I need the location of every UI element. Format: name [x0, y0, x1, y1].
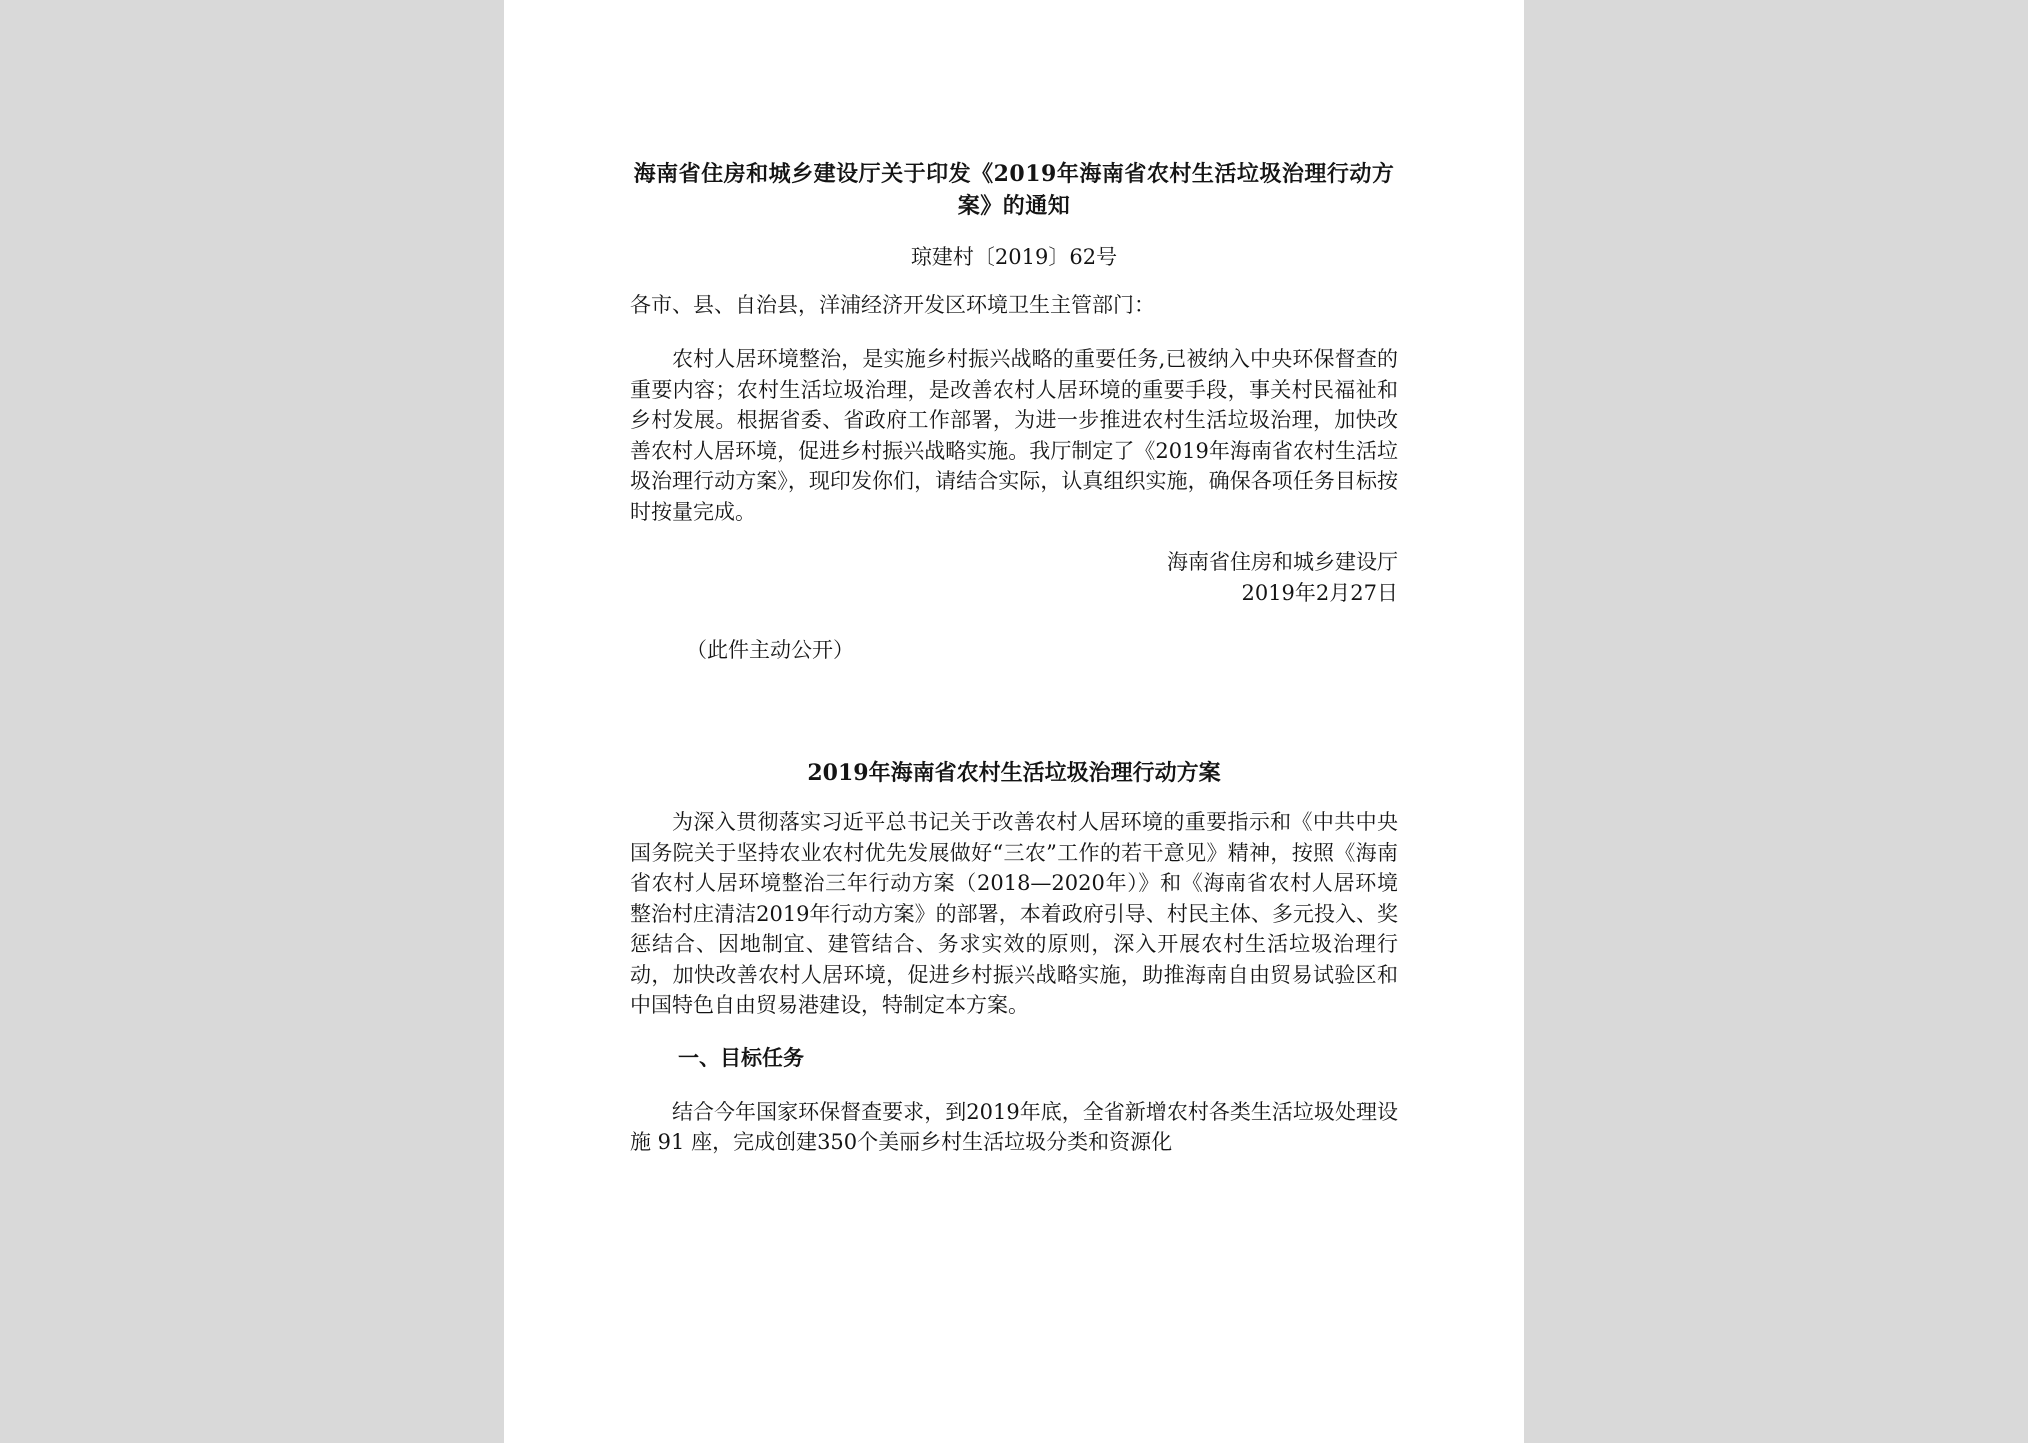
section-heading-targets: 一、目标任务 [678, 1044, 804, 1070]
plan-title: 2019年海南省农村生活垃圾治理行动方案 [807, 760, 1221, 786]
issue-date: 2019年2月27日 [1241, 581, 1398, 605]
intro-paragraph: 农村人居环境整治，是实施乡村振兴战略的重要任务,已被纳入中央环保督查的重要内容；农村生活垃圾治理，是改善农村人居环境的重要手段，事关村民福祉和乡村发展。根据省委、省政府工作部署，为进一步推进农村生活垃圾治理，加快改善农村人居环境，促进乡村振兴战略实施。我厅制定了《2019年海南省农村生活垃圾治理行动方案》，现印发你们，请结合实际，认真组织实施，确保各项任务目标按时按量完成。 [630, 347, 1398, 524]
section-targets-paragraph: 结合今年国家环保督查要求，到2019年底，全省新增农村各类生活垃圾处理设施 91 座，完成创建350个美丽乡村生活垃圾分类和资源化 [630, 1099, 1398, 1154]
document-page [504, 0, 1524, 1443]
recipient-line: 各市、县、自治县，洋浦经济开发区环境卫生主管部门： [630, 293, 1155, 317]
notice-title: 海南省住房和城乡建设厅关于印发《2019年海南省农村生活垃圾治理行动方案》的通知 [633, 161, 1395, 219]
signature-block [630, 547, 1398, 609]
document-number: 琼建村〔2019〕62号 [910, 245, 1118, 269]
plan-intro-paragraph: 为深入贯彻落实习近平总书记关于改善农村人居环境的重要指示和《中共中央 国务院关于坚持农业农村优先发展做好“三农”工作的若干意见》精神，按照《海南省农村人居环境整治三年行动方案（2018—2020年）》和《海南省农村人居环境整治村庄清洁2019年行动方案》的部署，本着政府引导、村民主体、多元投入、奖惩结合、因地制宜、建管结合、务求实效的原则，深入开展农村生活垃圾治理行动，加快改善农村人居环境，促进乡村振兴战略实施，助推海南自由贸易试验区和中国特色自由贸易港建设，特制定本方案。 [630, 810, 1398, 1017]
issuer-name: 海南省住房和城乡建设厅 [1167, 550, 1398, 574]
public-disclosure-note: （此件主动公开） [686, 638, 854, 662]
